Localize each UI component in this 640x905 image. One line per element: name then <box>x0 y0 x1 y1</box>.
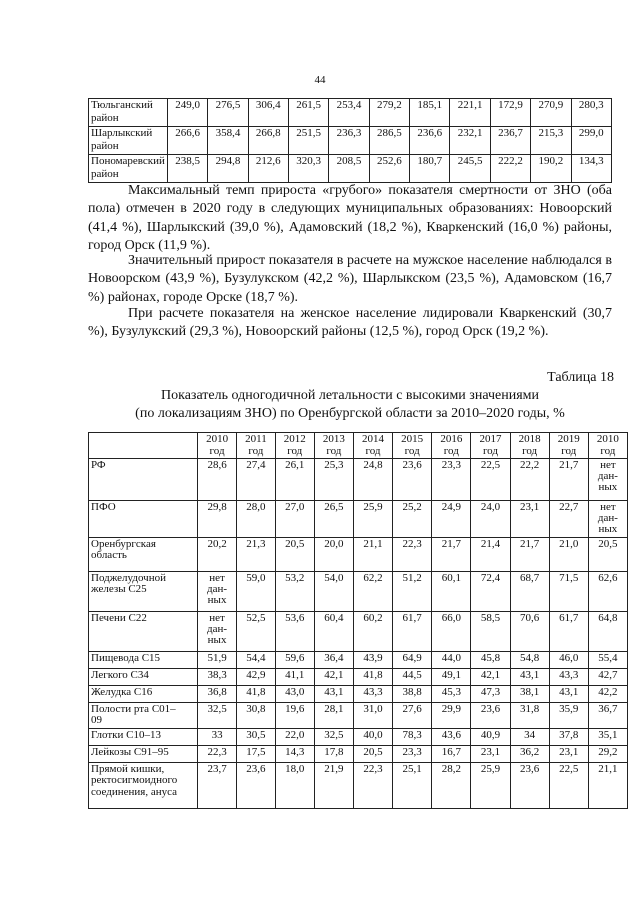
value-cell: 185,1 <box>410 99 450 127</box>
value-cell: 294,8 <box>208 155 248 183</box>
value-cell: 35,1 <box>588 728 627 745</box>
table-row <box>89 745 628 762</box>
table-row <box>89 668 628 685</box>
value-cell: 42,7 <box>588 668 627 685</box>
value-cell: 30,8 <box>237 702 276 728</box>
value-cell: 60,2 <box>353 611 392 651</box>
table-row <box>89 127 612 155</box>
value-cell: 34 <box>510 728 549 745</box>
value-cell: 21,7 <box>549 459 588 501</box>
table-18-title-line-2: (по локализациям ЗНО) по Оренбургской области за 2010–2020 годы, % <box>135 406 565 421</box>
value-cell: 25,2 <box>393 501 432 538</box>
value-cell: 43,3 <box>353 685 392 702</box>
localization-name: Полости рта С01– <box>91 702 176 715</box>
value-cell: 236,3 <box>329 127 369 155</box>
value-cell: 42,1 <box>471 668 510 685</box>
value-cell: 266,8 <box>248 127 288 155</box>
table-18-title-line-1: Показатель одногодичной летальности с высокими значениями <box>161 388 539 403</box>
year-header: год <box>443 444 459 457</box>
year-header: год <box>365 444 381 457</box>
value-cell: 36,7 <box>588 702 627 728</box>
value-cell: 59,6 <box>275 651 314 668</box>
value-cell: 54,4 <box>237 651 276 668</box>
no-data-text: ных <box>598 523 618 535</box>
value-cell: 23,1 <box>471 745 510 762</box>
value-cell: 55,4 <box>588 651 627 668</box>
value-cell: 25,3 <box>314 459 353 501</box>
value-cell: 249,0 <box>167 99 207 127</box>
year-header: год <box>404 444 420 457</box>
district-name: район <box>91 112 119 124</box>
value-cell: 23,6 <box>393 459 432 501</box>
value-cell: 53,2 <box>275 571 314 611</box>
value-cell <box>588 459 627 501</box>
localization-name: Желудка С16 <box>91 685 153 698</box>
year-header: 2018 <box>518 433 541 445</box>
paragraph-2: Значительный прирост показателя в расчете на мужское население наблюдался в Новоорском (43,9 %), Бузулукском (42,2 %), Шарлыкском (23,5 %), Адамовском (16,7 %) районах, городе Орске (18,7 %). <box>88 253 612 305</box>
year-header: 2014 <box>362 433 385 445</box>
year-header: год <box>287 444 303 457</box>
top-table <box>88 98 612 183</box>
table-row <box>89 611 628 651</box>
value-cell: 32,5 <box>198 702 237 728</box>
value-cell: 18,0 <box>275 762 314 808</box>
year-header-cell <box>314 433 353 459</box>
value-cell: 251,5 <box>288 127 328 155</box>
value-cell: 266,6 <box>167 127 207 155</box>
value-cell: 279,2 <box>369 99 409 127</box>
table-row <box>89 728 628 745</box>
table-row <box>89 571 628 611</box>
value-cell: 23,6 <box>237 762 276 808</box>
year-header-cell <box>275 433 314 459</box>
value-cell: 28,1 <box>314 702 353 728</box>
value-cell: 44,5 <box>393 668 432 685</box>
district-name: район <box>91 140 119 152</box>
value-cell: 20,2 <box>198 537 237 571</box>
value-cell: 190,2 <box>531 155 571 183</box>
localization-name-cell <box>89 702 198 728</box>
localization-name-cell <box>89 762 198 808</box>
value-cell: 33 <box>198 728 237 745</box>
district-name: район <box>91 168 119 180</box>
localization-name-cell <box>89 651 198 668</box>
localization-name: железы С25 <box>91 583 147 595</box>
localization-name: РФ <box>91 459 106 471</box>
localization-name-cell <box>89 571 198 611</box>
value-cell: 43,1 <box>510 668 549 685</box>
value-cell: 66,0 <box>432 611 471 651</box>
value-cell: 37,8 <box>549 728 588 745</box>
localization-name: Лейкозы С91–95 <box>91 745 169 758</box>
value-cell: 25,1 <box>393 762 432 808</box>
value-cell: 43,6 <box>432 728 471 745</box>
district-name: Тюльганский <box>91 99 153 111</box>
year-header-cell <box>393 433 432 459</box>
value-cell: 59,0 <box>237 571 276 611</box>
value-cell: 22,5 <box>549 762 588 808</box>
localization-name: Печени С22 <box>91 611 147 624</box>
value-cell: 43,9 <box>353 651 392 668</box>
value-cell: 43,1 <box>549 685 588 702</box>
value-cell: 61,7 <box>393 611 432 651</box>
value-cell: 28,0 <box>237 501 276 538</box>
value-cell: 36,2 <box>510 745 549 762</box>
value-cell: 236,6 <box>410 127 450 155</box>
value-cell: 172,9 <box>490 99 530 127</box>
no-data-label <box>207 613 227 646</box>
value-cell: 22,3 <box>198 745 237 762</box>
value-cell: 358,4 <box>208 127 248 155</box>
value-cell: 20,0 <box>314 537 353 571</box>
value-cell: 35,9 <box>549 702 588 728</box>
table-row <box>89 762 628 808</box>
value-cell: 31,0 <box>353 702 392 728</box>
table-18 <box>88 432 628 809</box>
value-cell: 49,1 <box>432 668 471 685</box>
year-header: год <box>561 444 577 457</box>
localization-name: Прямой кишки, <box>91 762 165 775</box>
value-cell: 26,1 <box>275 459 314 501</box>
localization-name-cell <box>89 668 198 685</box>
no-data-text: нет <box>600 501 616 513</box>
value-cell: 22,3 <box>393 537 432 571</box>
value-cell: 58,5 <box>471 611 510 651</box>
value-cell: 29,8 <box>198 501 237 538</box>
value-cell: 21,0 <box>549 537 588 571</box>
value-cell: 41,8 <box>353 668 392 685</box>
value-cell: 43,3 <box>549 668 588 685</box>
localization-name-cell <box>89 537 198 571</box>
value-cell: 43,0 <box>275 685 314 702</box>
value-cell: 17,5 <box>237 745 276 762</box>
value-cell: 261,5 <box>288 99 328 127</box>
value-cell: 78,3 <box>393 728 432 745</box>
value-cell: 20,5 <box>353 745 392 762</box>
localization-name-cell <box>89 611 198 651</box>
value-cell: 22,2 <box>510 459 549 501</box>
year-header: год <box>482 444 498 457</box>
no-data-text: нет <box>600 459 616 471</box>
year-header: год <box>248 444 264 457</box>
value-cell: 17,8 <box>314 745 353 762</box>
no-data-text: ных <box>207 633 227 646</box>
value-cell: 25,9 <box>353 501 392 538</box>
value-cell: 54,0 <box>314 571 353 611</box>
value-cell: 306,4 <box>248 99 288 127</box>
table-row <box>89 501 628 538</box>
value-cell: 41,8 <box>237 685 276 702</box>
value-cell: 245,5 <box>450 155 490 183</box>
localization-name: ректосигмоидного <box>91 774 178 786</box>
value-cell: 53,6 <box>275 611 314 651</box>
value-cell: 232,1 <box>450 127 490 155</box>
value-cell: 222,2 <box>490 155 530 183</box>
table-row <box>89 459 628 501</box>
value-cell: 212,6 <box>248 155 288 183</box>
year-header: 2010 <box>596 433 619 445</box>
value-cell: 22,5 <box>471 459 510 501</box>
year-header-cell <box>237 433 276 459</box>
value-cell: 23,3 <box>432 459 471 501</box>
table-row <box>89 685 628 702</box>
value-cell: 38,8 <box>393 685 432 702</box>
district-name: Пономаревский <box>91 155 165 167</box>
value-cell: 299,0 <box>571 127 612 155</box>
value-cell: 16,7 <box>432 745 471 762</box>
no-data-text: дан- <box>597 470 618 482</box>
no-data-text: ных <box>207 593 227 606</box>
year-header-cell <box>471 433 510 459</box>
no-data-text: дан- <box>207 622 228 635</box>
value-cell: 64,8 <box>588 611 627 651</box>
no-data-text: нет <box>209 571 225 584</box>
no-data-text: дан- <box>597 512 618 524</box>
value-cell: 70,6 <box>510 611 549 651</box>
localization-name: 09 <box>91 714 102 726</box>
table-row <box>89 99 612 127</box>
corner-cell <box>89 433 198 459</box>
value-cell: 71,5 <box>549 571 588 611</box>
value-cell: 270,9 <box>531 99 571 127</box>
value-cell: 51,2 <box>393 571 432 611</box>
value-cell: 25,9 <box>471 762 510 808</box>
no-data-label <box>598 460 618 493</box>
value-cell: 14,3 <box>275 745 314 762</box>
value-cell: 28,6 <box>198 459 237 501</box>
district-name: Шарлыкский <box>91 127 153 139</box>
value-cell: 23,1 <box>549 745 588 762</box>
value-cell: 22,7 <box>549 501 588 538</box>
value-cell: 23,6 <box>471 702 510 728</box>
value-cell: 45,8 <box>471 651 510 668</box>
no-data-label <box>598 502 618 535</box>
value-cell: 253,4 <box>329 99 369 127</box>
value-cell: 24,9 <box>432 501 471 538</box>
value-cell: 51,9 <box>198 651 237 668</box>
localization-name-cell <box>89 745 198 762</box>
value-cell: 280,3 <box>571 99 612 127</box>
value-cell: 286,5 <box>369 127 409 155</box>
year-header: год <box>326 444 342 457</box>
year-header: 2013 <box>322 433 345 445</box>
value-cell: 42,2 <box>588 685 627 702</box>
localization-name-cell <box>89 501 198 538</box>
year-header-cell <box>549 433 588 459</box>
localization-name: соединения, ануса <box>91 785 178 798</box>
district-name-cell <box>89 127 168 155</box>
paragraph-1: Максимальный темп прироста «грубого» показателя смертности от ЗНО (оба пола) отмечен в 2020 году в следующих муниципальных образованиях: Новоорский (41,4 %), Шарлыкский (39,0 %), Адамовский (18,2 %), Кваркенский (16,0 %) районы, город Орск (11,9 %). <box>88 183 612 254</box>
value-cell: 19,6 <box>275 702 314 728</box>
value-cell: 208,5 <box>329 155 369 183</box>
paragraph-3: При расчете показателя на женское население лидировали Кваркенский (30,7 %), Бузулукский (29,3 %), Новоорский районы (12,5 %), город Орск (19,2 %). <box>88 306 612 340</box>
value-cell: 21,7 <box>510 537 549 571</box>
value-cell: 60,4 <box>314 611 353 651</box>
localization-name: ПФО <box>91 501 116 513</box>
year-header: 2011 <box>245 433 267 445</box>
no-data-text: нет <box>209 611 225 624</box>
table-row <box>89 702 628 728</box>
value-cell: 276,5 <box>208 99 248 127</box>
value-cell: 43,1 <box>314 685 353 702</box>
value-cell: 64,9 <box>393 651 432 668</box>
value-cell: 42,1 <box>314 668 353 685</box>
value-cell: 27,6 <box>393 702 432 728</box>
no-data-text: ных <box>598 481 618 493</box>
localization-name: Поджелудочной <box>91 571 166 584</box>
value-cell: 40,0 <box>353 728 392 745</box>
value-cell: 24,8 <box>353 459 392 501</box>
value-cell: 29,2 <box>588 745 627 762</box>
table-row <box>89 155 612 183</box>
year-header: год <box>600 444 616 457</box>
localization-name: Пищевода С15 <box>91 651 161 664</box>
value-cell: 21,3 <box>237 537 276 571</box>
value-cell: 238,5 <box>167 155 207 183</box>
localization-name: Глотки С10–13 <box>91 728 162 741</box>
value-cell: 41,1 <box>275 668 314 685</box>
value-cell: 30,5 <box>237 728 276 745</box>
value-cell: 252,6 <box>369 155 409 183</box>
year-header-cell <box>510 433 549 459</box>
value-cell: 22,3 <box>353 762 392 808</box>
localization-name-cell <box>89 728 198 745</box>
table-row <box>89 651 628 668</box>
value-cell: 21,9 <box>314 762 353 808</box>
value-cell: 36,8 <box>198 685 237 702</box>
value-cell: 52,5 <box>237 611 276 651</box>
value-cell: 72,4 <box>471 571 510 611</box>
value-cell: 26,5 <box>314 501 353 538</box>
no-data-text: дан- <box>207 582 228 595</box>
value-cell: 22,0 <box>275 728 314 745</box>
value-cell: 21,4 <box>471 537 510 571</box>
value-cell: 38,3 <box>198 668 237 685</box>
year-header-cell <box>198 433 237 459</box>
localization-name: Легкого С34 <box>91 668 149 681</box>
value-cell: 45,3 <box>432 685 471 702</box>
value-cell: 27,4 <box>237 459 276 501</box>
value-cell <box>198 571 237 611</box>
value-cell: 36,4 <box>314 651 353 668</box>
district-name-cell <box>89 99 168 127</box>
year-header: 2017 <box>479 433 502 445</box>
value-cell: 215,3 <box>531 127 571 155</box>
value-cell: 23,3 <box>393 745 432 762</box>
value-cell: 236,7 <box>490 127 530 155</box>
year-header: 2019 <box>557 433 580 445</box>
year-header: год <box>209 444 225 457</box>
value-cell: 40,9 <box>471 728 510 745</box>
value-cell: 68,7 <box>510 571 549 611</box>
value-cell: 60,1 <box>432 571 471 611</box>
value-cell: 28,2 <box>432 762 471 808</box>
header-row <box>89 433 628 459</box>
value-cell: 21,7 <box>432 537 471 571</box>
value-cell <box>198 611 237 651</box>
value-cell: 180,7 <box>410 155 450 183</box>
year-header: 2016 <box>440 433 463 445</box>
value-cell: 62,6 <box>588 571 627 611</box>
value-cell: 61,7 <box>549 611 588 651</box>
value-cell: 134,3 <box>571 155 612 183</box>
value-cell: 54,8 <box>510 651 549 668</box>
value-cell: 23,7 <box>198 762 237 808</box>
table-18-label: Таблица 18 <box>547 370 614 385</box>
value-cell: 20,5 <box>588 537 627 571</box>
value-cell: 221,1 <box>450 99 490 127</box>
year-header: 2010 <box>206 433 229 445</box>
year-header-cell <box>353 433 392 459</box>
page-number: 44 <box>314 74 326 86</box>
value-cell: 23,1 <box>510 501 549 538</box>
localization-name: Оренбургская <box>91 537 156 550</box>
value-cell: 62,2 <box>353 571 392 611</box>
year-header-cell <box>588 433 627 459</box>
value-cell: 29,9 <box>432 702 471 728</box>
year-header: 2015 <box>401 433 424 445</box>
year-header-cell <box>432 433 471 459</box>
value-cell: 27,0 <box>275 501 314 538</box>
value-cell: 23,6 <box>510 762 549 808</box>
localization-name-cell <box>89 459 198 501</box>
value-cell: 42,9 <box>237 668 276 685</box>
value-cell <box>588 501 627 538</box>
value-cell: 31,8 <box>510 702 549 728</box>
year-header: год <box>522 444 538 457</box>
year-header: 2012 <box>283 433 306 445</box>
value-cell: 46,0 <box>549 651 588 668</box>
localization-name: область <box>91 549 127 561</box>
localization-name-cell <box>89 685 198 702</box>
value-cell: 20,5 <box>275 537 314 571</box>
value-cell: 320,3 <box>288 155 328 183</box>
value-cell: 21,1 <box>353 537 392 571</box>
table-row <box>89 537 628 571</box>
no-data-label <box>207 573 227 606</box>
value-cell: 44,0 <box>432 651 471 668</box>
value-cell: 24,0 <box>471 501 510 538</box>
value-cell: 38,1 <box>510 685 549 702</box>
value-cell: 32,5 <box>314 728 353 745</box>
district-name-cell <box>89 155 168 183</box>
value-cell: 21,1 <box>588 762 627 808</box>
value-cell: 47,3 <box>471 685 510 702</box>
